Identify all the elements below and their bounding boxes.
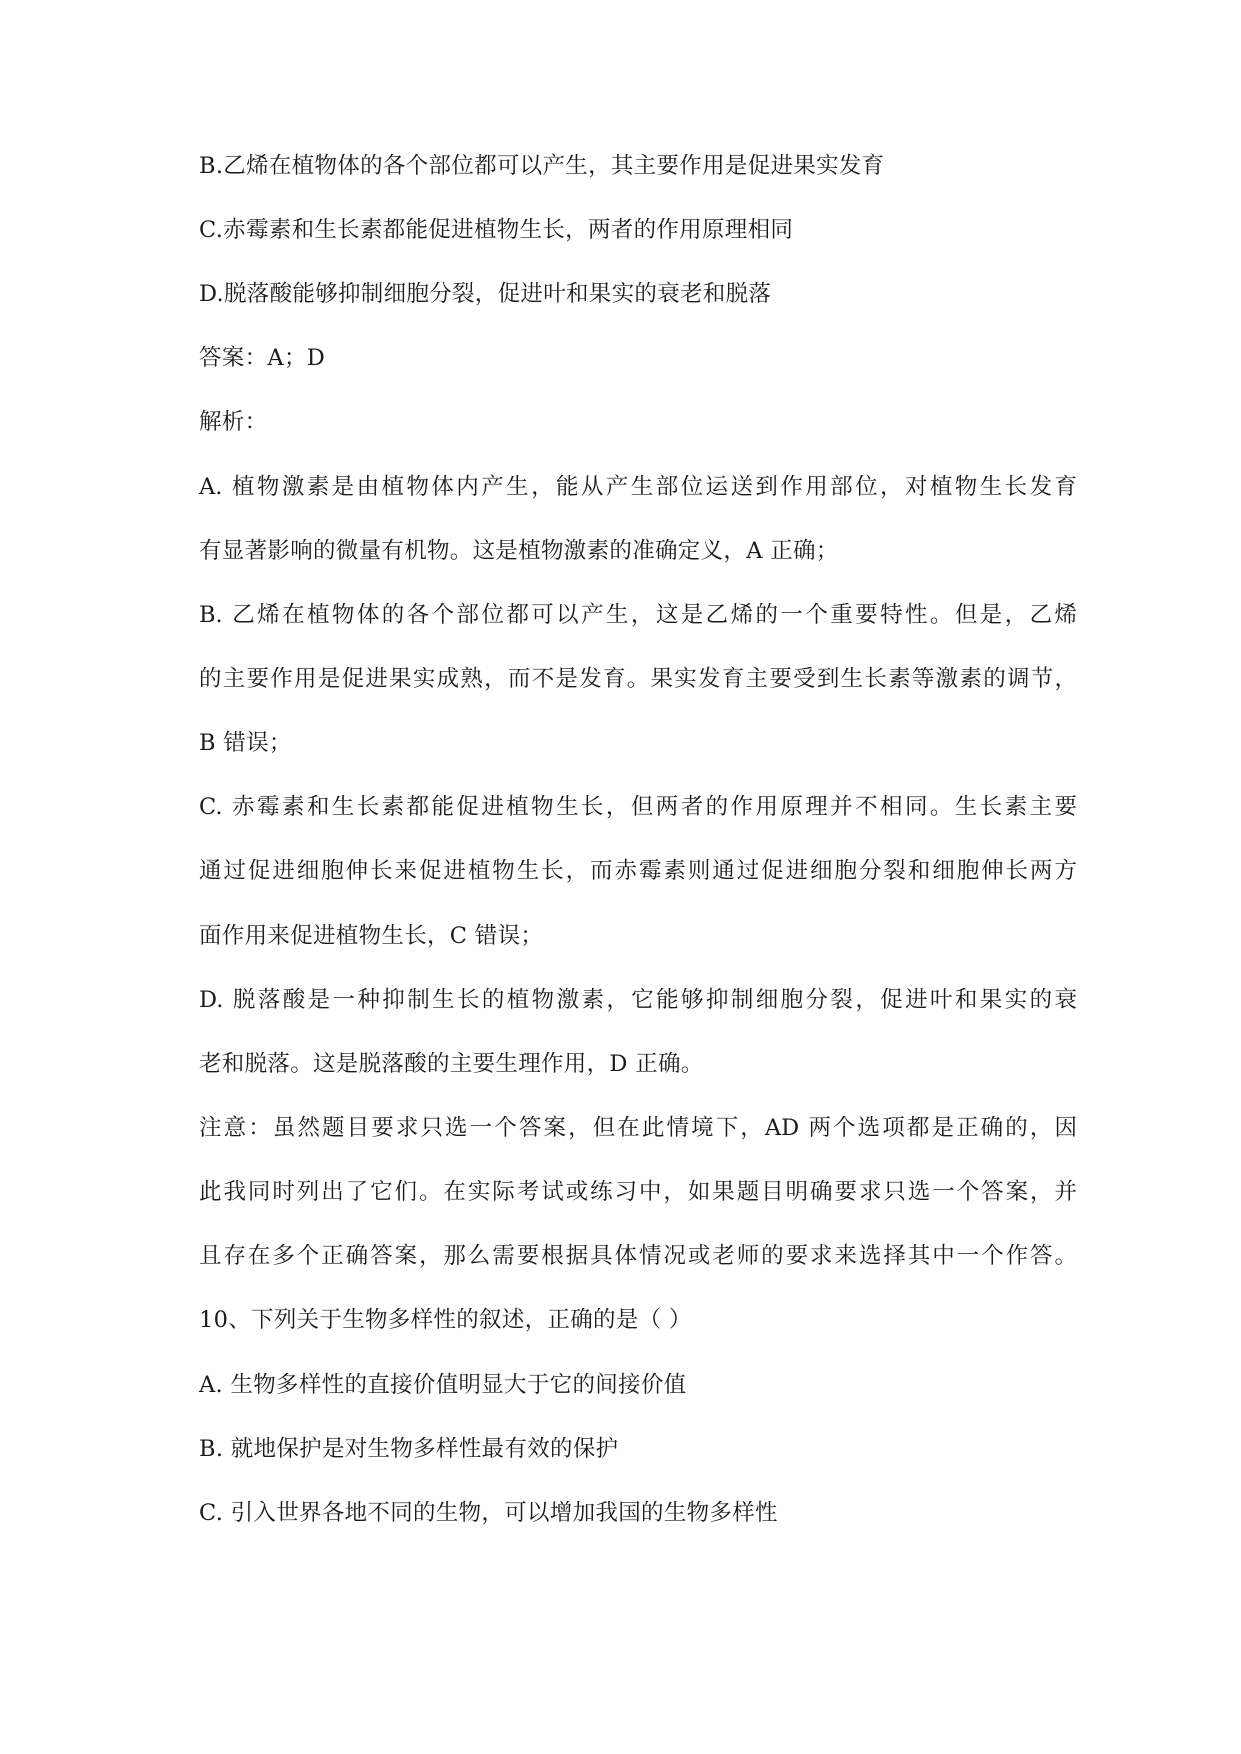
answer-line: 答案：A；D xyxy=(199,345,326,371)
analysis-b-line-3: B 错误； xyxy=(199,730,292,756)
question-10-option-a: A. 生物多样性的直接价值明显大于它的间接价值 xyxy=(199,1372,687,1398)
option-d-text: D.脱落酸能够抑制细胞分裂，促进叶和果实的衰老和脱落 xyxy=(199,281,772,307)
question-10-option-c: C. 引入世界各地不同的生物，可以增加我国的生物多样性 xyxy=(199,1500,778,1526)
question-10-stem: 10、下列关于生物多样性的叙述，正确的是（ ） xyxy=(199,1307,692,1333)
analysis-a-line-2: 有显著影响的微量有机物。这是植物激素的准确定义，A 正确； xyxy=(199,538,839,564)
analysis-b-line-2: 的主要作用是促进果实成熟，而不是发育。果实发育主要受到生长素等激素的调节， xyxy=(199,666,1077,692)
analysis-a-line-1: A. 植物激素是由植物体内产生，能从产生部位运送到作用部位，对植物生长发育 xyxy=(199,474,1077,500)
note-line-2: 此我同时列出了它们。在实际考试或练习中，如果题目明确要求只选一个答案，并 xyxy=(199,1179,1077,1205)
note-line-1: 注意：虽然题目要求只选一个答案，但在此情境下，AD 两个选项都是正确的，因 xyxy=(199,1115,1077,1141)
option-b-text: B.乙烯在植物体的各个部位都可以产生，其主要作用是促进果实发育 xyxy=(199,153,885,179)
question-10-option-b: B. 就地保护是对生物多样性最有效的保护 xyxy=(199,1436,619,1462)
analysis-d-line-1: D. 脱落酸是一种抑制生长的植物激素，它能够抑制细胞分裂，促进叶和果实的衰 xyxy=(199,987,1077,1013)
analysis-b-line-1: B. 乙烯在植物体的各个部位都可以产生，这是乙烯的一个重要特性。但是，乙烯 xyxy=(199,602,1077,628)
analysis-c-line-3: 面作用来促进植物生长，C 错误； xyxy=(199,923,544,949)
analysis-heading: 解析： xyxy=(199,409,268,435)
analysis-d-line-2: 老和脱落。这是脱落酸的主要生理作用，D 正确。 xyxy=(199,1051,704,1077)
analysis-c-line-2: 通过促进细胞伸长来促进植物生长，而赤霉素则通过促进细胞分裂和细胞伸长两方 xyxy=(199,858,1077,884)
option-c-text: C.赤霉素和生长素都能促进植物生长，两者的作用原理相同 xyxy=(199,217,794,243)
analysis-c-line-1: C. 赤霉素和生长素都能促进植物生长，但两者的作用原理并不相同。生长素主要 xyxy=(199,794,1077,820)
note-line-3: 且存在多个正确答案，那么需要根据具体情况或老师的要求来选择其中一个作答。 xyxy=(199,1243,1077,1269)
